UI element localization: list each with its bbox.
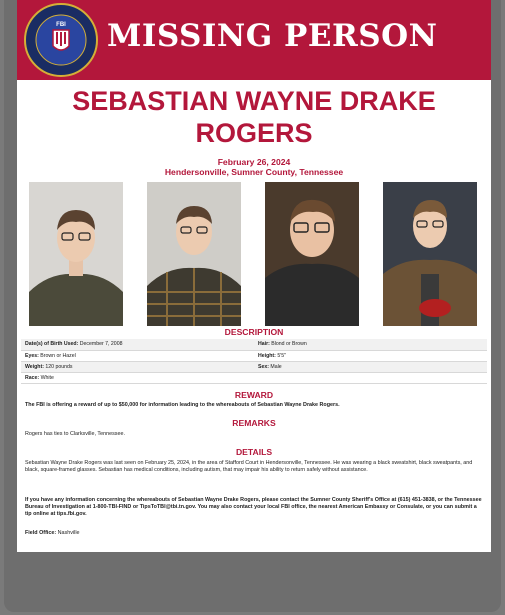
- field-office: [25, 530, 80, 536]
- eyes-value: Brown or Hazel: [40, 352, 76, 359]
- eyes-label: Eyes:: [25, 352, 39, 359]
- seal-abbr: FBI: [56, 22, 66, 28]
- weight-value: 120 pounds: [45, 363, 73, 370]
- description-table: [21, 339, 487, 384]
- description-heading: DESCRIPTION: [224, 327, 284, 337]
- details-text-2: If you have any information concerning the whereabouts of Sebastian Wayne Drake Rogers, please contact the Sumner County Sheriff's Office at (615) 451-3838, or the Tennessee Bureau of Investigation at 1-800-TBI-FIND or TipsToTBI@tbi.tn.gov. You may also contact your local FBI office, the nearest American Embassy or Consulate, or you can submit a tip online at tips.fbi.gov.: [25, 497, 482, 517]
- person-photo-3: [265, 182, 359, 326]
- fbi-seal-icon: [23, 2, 99, 78]
- remarks-text: Rogers has ties to Clarksville, Tennessee.: [25, 431, 125, 437]
- race-label: Race:: [25, 374, 40, 381]
- person-photo-4: [383, 182, 477, 326]
- incident-location: Hendersonville, Sumner County, Tennessee: [164, 167, 344, 177]
- person-name-line2: ROGERS: [195, 118, 313, 148]
- banner-title: MISSING PERSON: [107, 18, 438, 54]
- race-value: White: [40, 374, 54, 381]
- person-name-line1: SEBASTIAN WAYNE DRAKE: [72, 86, 436, 116]
- header-banner: [17, 0, 491, 80]
- reward-heading: REWARD: [234, 390, 274, 400]
- field-office-label: Field Office:: [25, 530, 57, 536]
- field-office-value: Nashville: [57, 530, 80, 536]
- sex-label: Sex:: [258, 363, 269, 370]
- height-label: Height:: [258, 352, 276, 359]
- dob-value: December 7, 2008: [79, 341, 123, 348]
- table-row: [21, 372, 487, 383]
- reward-text: The FBI is offering a reward of up to $50,000 for information leading to the whereabouts of Sebastian Wayne Drake Rogers.: [25, 402, 340, 408]
- weight-label: Weight:: [25, 363, 44, 370]
- hair-value: Blond or Brown: [271, 341, 307, 348]
- details-text-1: Sebastian Wayne Drake Rogers was last seen on February 25, 2024, in the area of Stafford Court in Hendersonville, Tennessee. He was wearing a black sweatshirt, black sweatpants, and black, square-framed glasses. Sebastian has medical conditions, including autism, that may impair his ability to return safely without assistance.: [25, 460, 473, 473]
- height-value: 5'5": [277, 352, 286, 359]
- dob-label: Date(s) of Birth Used:: [25, 341, 79, 348]
- hair-label: Hair:: [258, 341, 270, 348]
- table-row: [21, 350, 487, 361]
- missing-person-poster: [17, 0, 491, 552]
- remarks-heading: REMARKS: [232, 418, 276, 428]
- details-heading: DETAILS: [235, 447, 273, 457]
- sex-value: Male: [270, 363, 282, 370]
- person-photo-2: [147, 182, 241, 326]
- table-row: [21, 339, 487, 350]
- table-row: [21, 361, 487, 372]
- incident-date: February 26, 2024: [217, 157, 291, 167]
- person-photo-1: [29, 182, 123, 326]
